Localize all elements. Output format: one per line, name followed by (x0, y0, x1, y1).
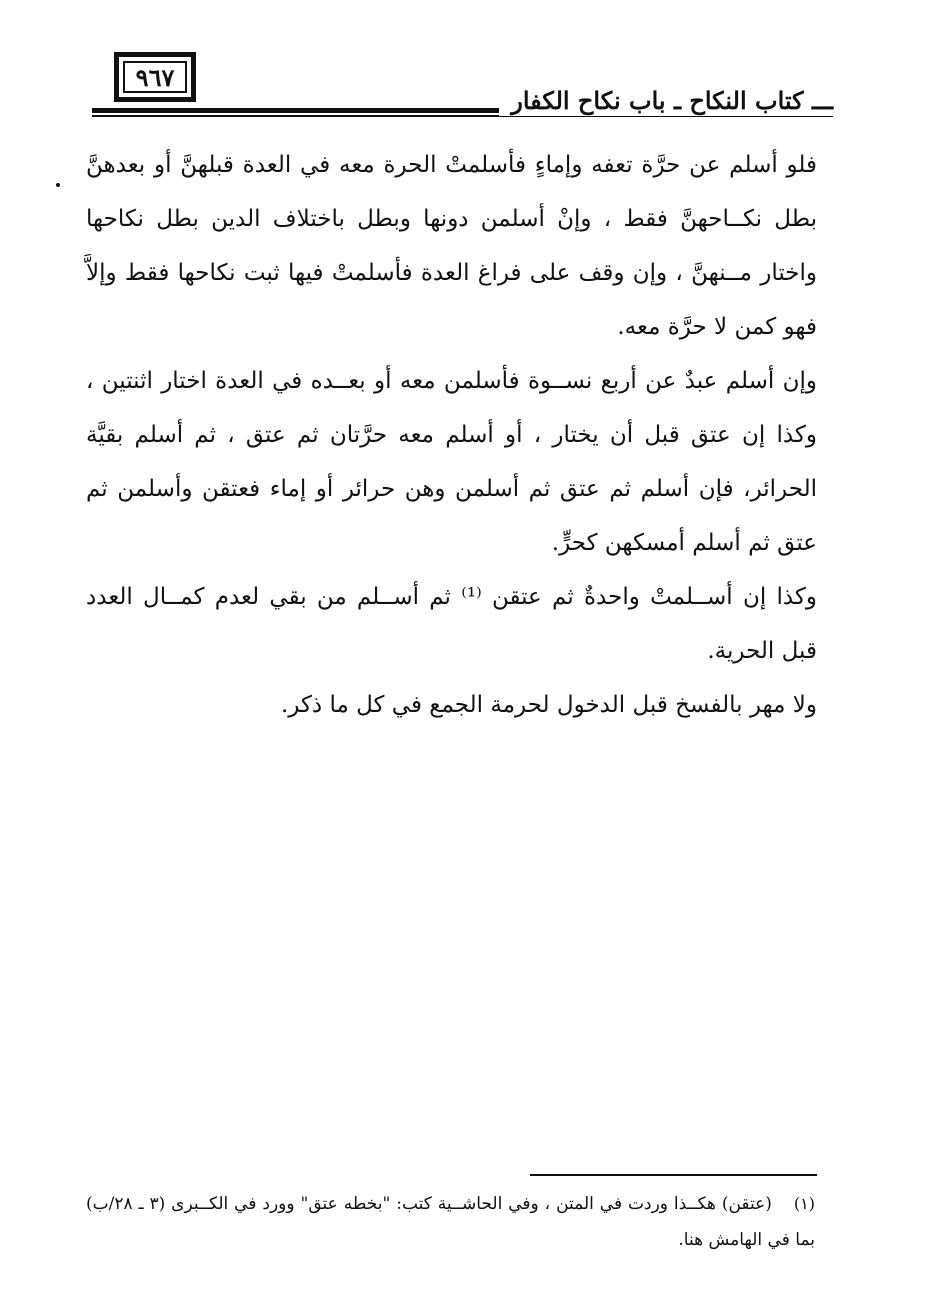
footnote-text: (عتقن) هكــذا وردت في المتن ، وفي الحاشــية كتب: "بخطه عتق" وورد في الكــبرى (٣ ـ ٢٨/ب) بما في الهامش هنا. (86, 1194, 815, 1250)
paragraph: فلو أسلم عن حرَّة تعفه وإماءٍ فأسلمتْ الحرة معه في العدة قبلهنَّ أو بعدهنَّ بطل نكــاحهنَّ فقط ، وإنْ أسلمن دونها وبطل باختلاف الدين بطل نكاحها واختار مــنهنَّ ، وإن وقف على فراغ العدة فأسلمتْ فيها ثبت نكاحها فقط وإلاَّ فهو كمن لا حرَّة معه. (86, 152, 817, 340)
margin-dot (56, 183, 60, 187)
main-text (86, 138, 817, 732)
footnote-marker: (١) (793, 1194, 815, 1213)
page-number-box (114, 52, 196, 102)
chapter-title: ـــ كتاب النكاح ـ باب نكاح الكفار (499, 86, 833, 116)
footnote (86, 1186, 815, 1258)
paragraph: وإن أسلم عبدٌ عن أربع نســوة فأسلمن معه أو بعــده في العدة اختار اثنتين ، وكذا إن عتق قبل أن يختار ، أو أسلم معه حرَّتان ثم عتق ، ثم أسلم بقيَّة الحرائر، فإن أسلم ثم عتق ثم أسلمن وهن حرائر أو إماء فعتقن وأسلمن ثم عتق ثم أسلم أمسكهن كحرٍّ. (86, 368, 817, 556)
paragraph: وكذا إن أســلمتْ واحدةٌ ثم عتقن ⁽¹⁾ ثم أســلم من بقي لعدم كمــال العدد قبل الحرية. (86, 584, 817, 664)
footnote-separator (530, 1174, 817, 1176)
page-number: ٩٦٧ (123, 61, 187, 93)
paragraph: ولا مهر بالفسخ قبل الدخول لحرمة الجمع في كل ما ذكر. (280, 692, 817, 718)
